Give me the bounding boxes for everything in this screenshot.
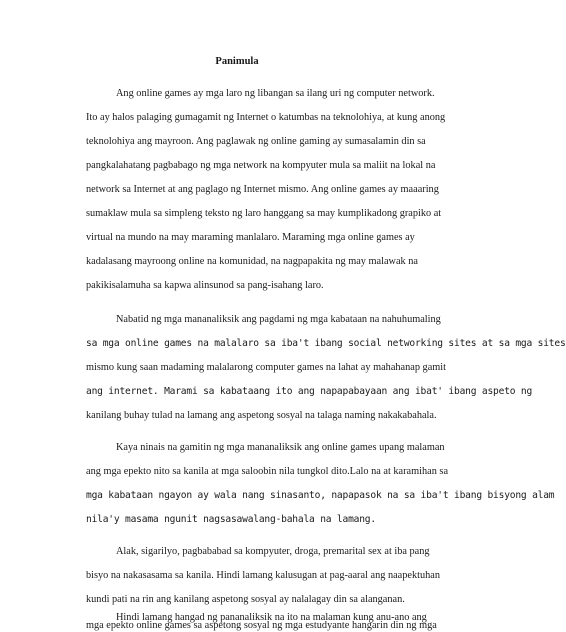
paragraph-1-line-8: kadalasang mayroong online na komunidad, na nagpapakita ng may malawak na (86, 256, 418, 267)
paragraph-5-line-2: mga epekto online games sa aspetong sosyal ng mga estudyante hangarin din ng mga (86, 620, 437, 631)
paragraph-3-line-3: mga kabataan ngayon ay wala nang sinasanto, napapasok na sa iba't ibang bisyong alam (86, 490, 555, 501)
paragraph-4-line-3: kundi pati na rin ang kanilang aspetong sosyal ay nalalagay din sa alanganan. (86, 594, 405, 605)
paragraph-3-line-2: ang mga epekto nito sa kanila at mga saloobin nila tungkol dito.Lalo na at karamihan sa (86, 466, 449, 477)
paragraph-2-line-5: kanilang buhay tulad na lamang ang aspetong sosyal na talaga naming nakakabahala. (86, 410, 437, 421)
paragraph-1-line-1: Ang online games ay mga laro ng libangan sa ilang uri ng computer network. (116, 88, 435, 99)
paragraph-1-line-9: pakikisalamuha sa kapwa alinsunod sa pang-isahang laro. (86, 280, 324, 291)
paragraph-3-line-1: Kaya ninais na gamitin ng mga mananaliksik ang online games upang malaman (116, 442, 445, 453)
paragraph-4-line-2: bisyo na nakasasama sa kanila. Hindi lamang kalusugan at pag-aaral ang naapektuhan (86, 570, 440, 581)
paragraph-1-line-2: Ito ay halos palaging gumagamit ng Internet o katumbas na teknolohiya, at kung anong (86, 112, 446, 123)
paragraph-2-line-1: Nabatid ng mga mananaliksik ang pagdami ng mga kabataan na nahuhumaling (116, 314, 441, 325)
paragraph-3-line-4: nila'y masama ngunit nagsasawalang-bahala na lamang. (86, 514, 376, 525)
paragraph-2-line-2: sa mga online games na malalaro sa iba't ibang social networking sites at sa mga sites (86, 338, 566, 349)
paragraph-1-line-5: network sa Internet at ang paglago ng Internet mismo. Ang online games ay maaaring (86, 184, 439, 195)
paragraph-1-line-4: pangkalahatang pagbabago ng mga network na kompyuter mula sa maliit na lokal na (86, 160, 436, 171)
paragraph-1-line-7: virtual na mundo na may maraming manlalaro. Maraming mga online games ay (86, 232, 415, 243)
paragraph-2-line-4: ang internet. Marami sa kabataang ito ang napapabayaan ang ibat' ibang aspeto ng (86, 386, 533, 397)
paragraph-2-line-3: mismo kung saan madaming malalarong computer games na lahat ay mahahanap gamit (86, 362, 446, 373)
paragraph-4-line-1: Alak, sigarilyo, pagbababad sa kompyuter, droga, premarital sex at iba pang (116, 546, 430, 557)
document-title: Panimula (215, 56, 259, 67)
paragraph-1-line-6: sumaklaw mula sa simpleng teksto ng laro hanggang sa may kumplikadong grapiko at (86, 208, 442, 219)
paragraph-1-line-3: teknolohiya ang mayroon. Ang paglawak ng online gaming ay sumasalamin din sa (86, 136, 426, 147)
paragraph-5-line-1: Hindi lamang hangad ng pananaliksik na ito na malaman kung anu-ano ang (116, 612, 427, 623)
